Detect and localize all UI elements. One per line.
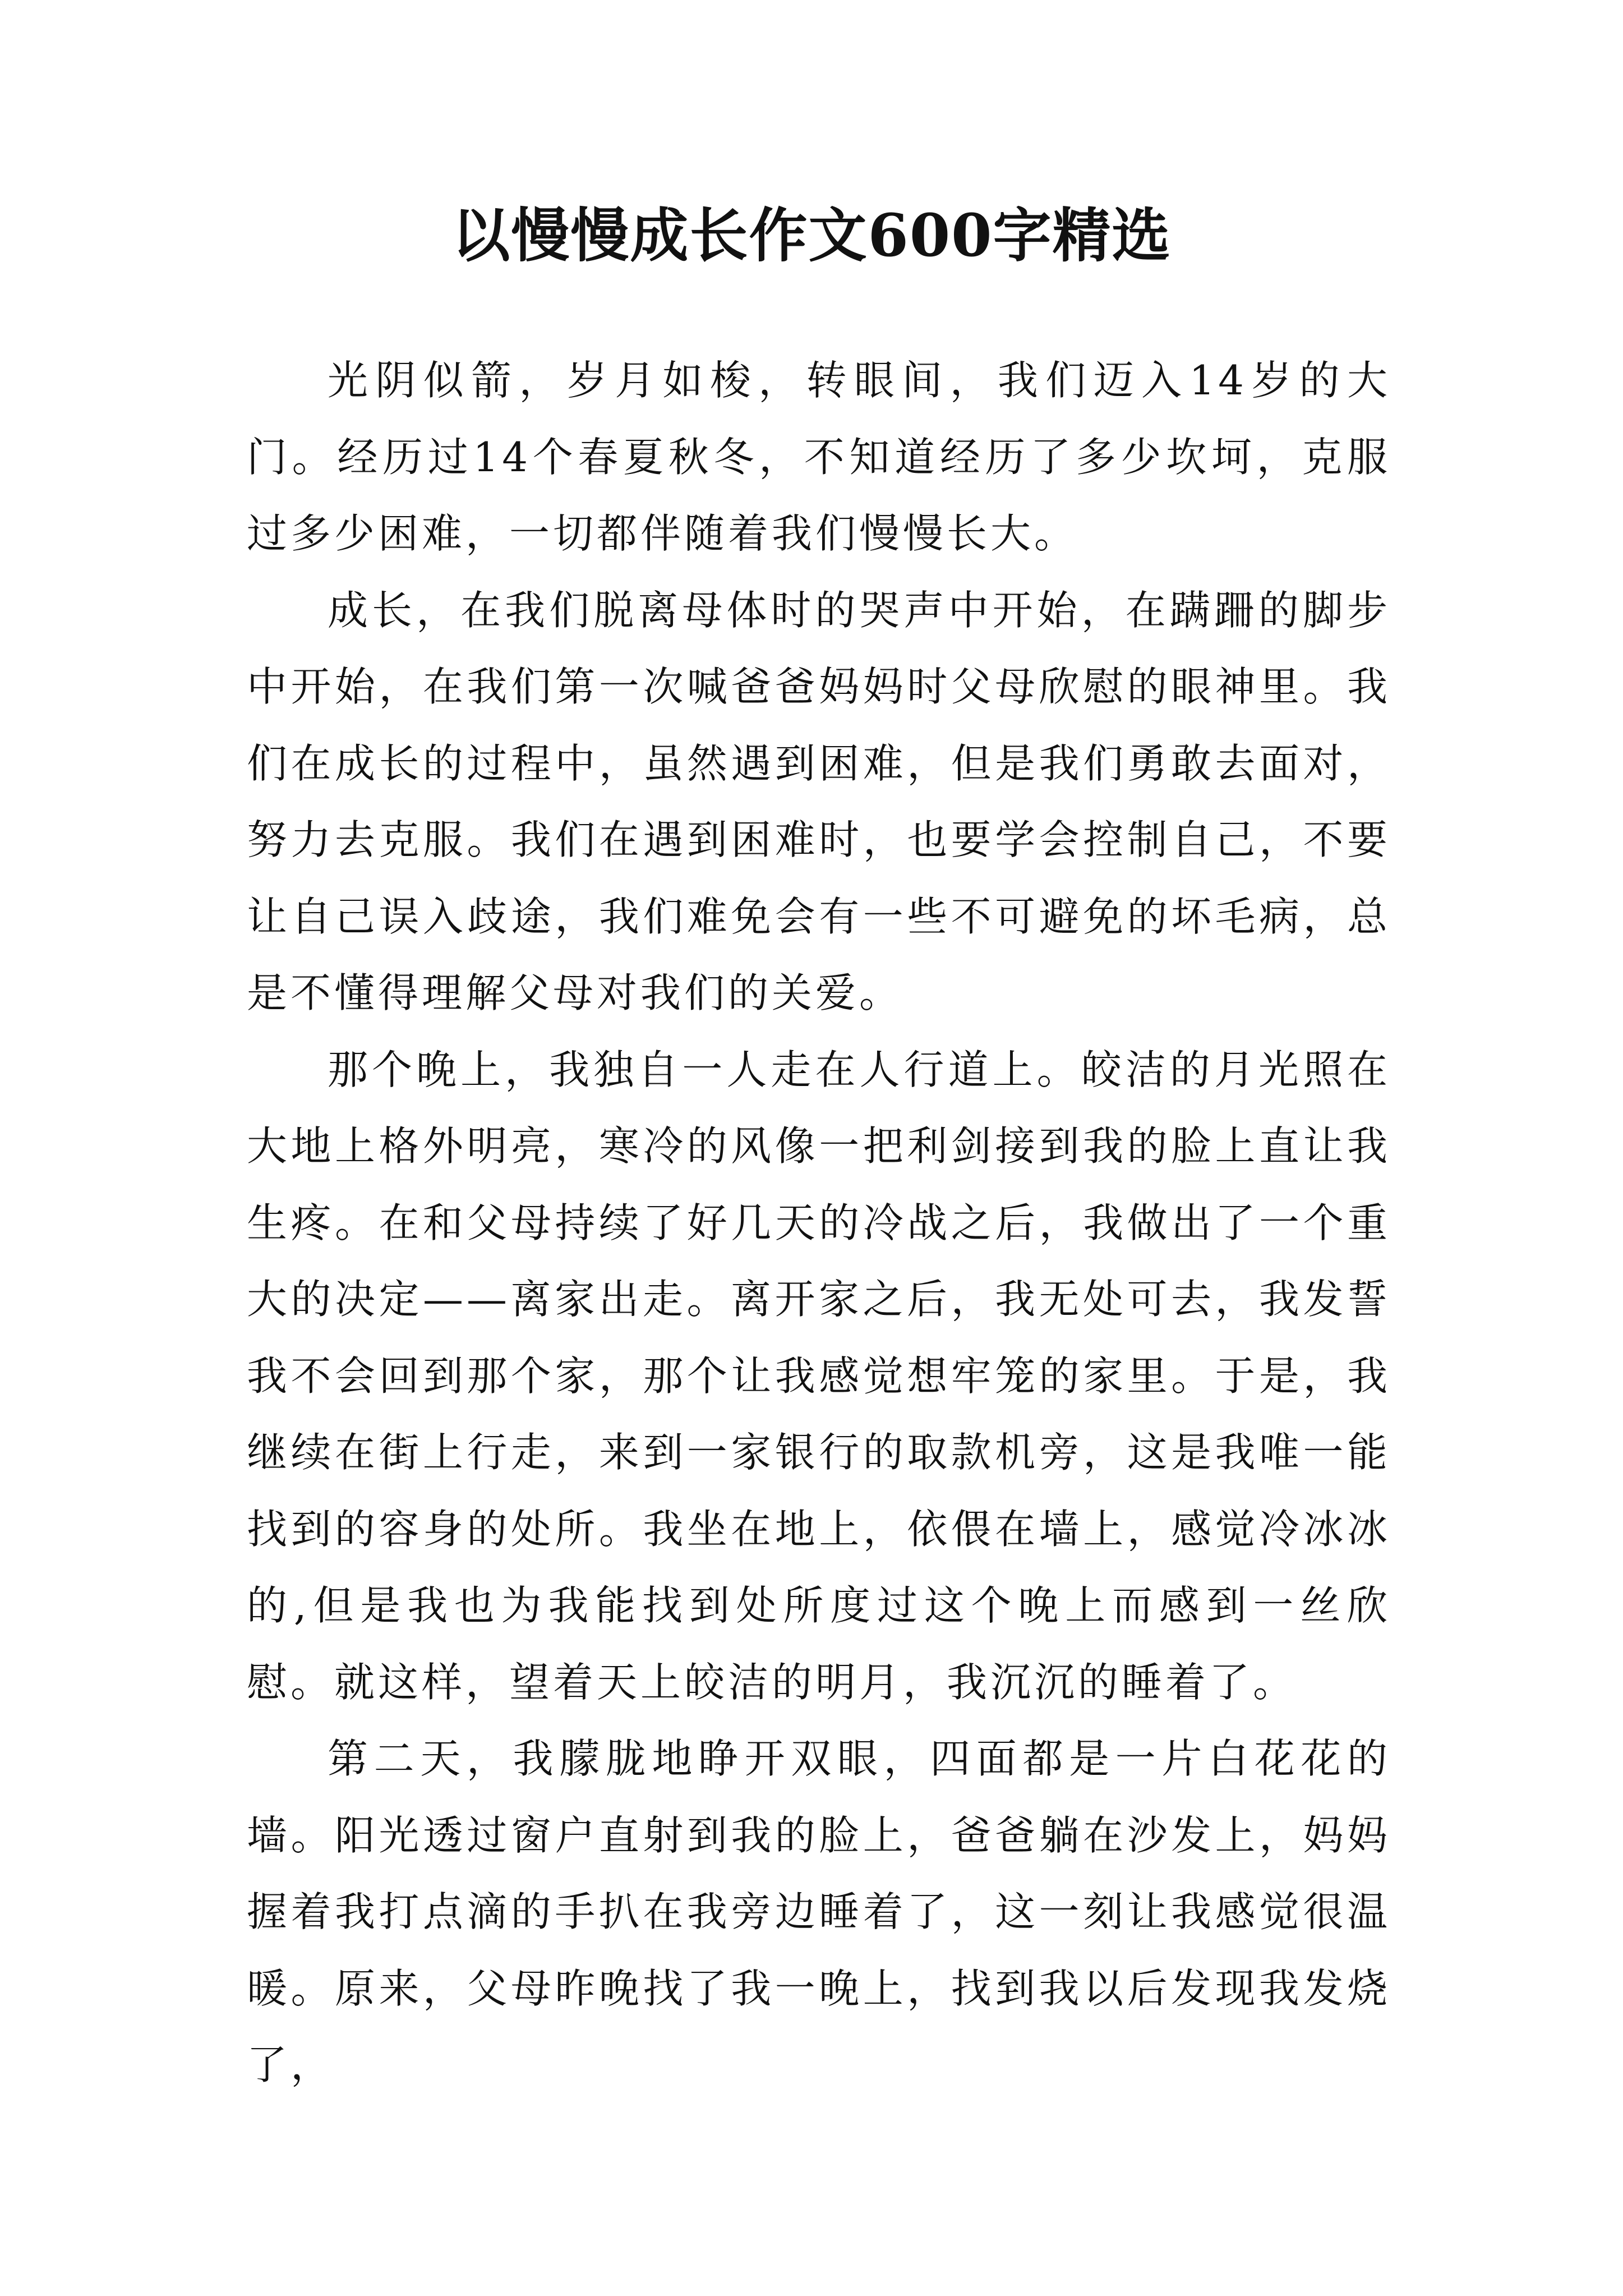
paragraph: 光阴似箭，岁月如梭，转眼间，我们迈入14岁的大门。经历过14个春夏秋冬，不知道经历了多少坎坷，克服过多少困难，一切都伴随着我们慢慢长大。 bbox=[247, 357, 1391, 557]
paragraph: 第二天，我朦胧地睁开双眼，四面都是一片白花花的墙。阳光透过窗户直射到我的脸上，爸爸躺在沙发上，妈妈握着我打点滴的手扒在我旁边睡着了，这一刻让我感觉很温暖。原来，父母昨晚找了我一晚上，找到我以后发现我发烧了， bbox=[247, 1735, 1391, 2088]
paragraph: 成长，在我们脱离母体时的哭声中开始，在蹒跚的脚步中开始，在我们第一次喊爸爸妈妈时父母欣慰的眼神里。我们在成长的过程中，虽然遇到困难，但是我们勇敢去面对，努力去克服。我们在遇到困难时，也要学会控制自己，不要让自己误入歧途，我们难免会有一些不可避免的坏毛病，总是不懂得理解父母对我们的关爱。 bbox=[247, 586, 1391, 1016]
document-body bbox=[247, 342, 1391, 2104]
paragraph: 那个晚上，我独自一人走在人行道上。皎洁的月光照在大地上格外明亮，寒冷的风像一把利剑接到我的脸上直让我生疼。在和父母持续了好几天的冷战之后，我做出了一个重大的决定——离家出走。离开家之后，我无处可去，我发誓我不会回到那个家，那个让我感觉想牢笼的家里。于是，我继续在街上行走，来到一家银行的取款机旁，这是我唯一能找到的容身的处所。我坐在地上，依偎在墙上，感觉冷冰冰的,但是我也为我能找到处所度过这个晚上而感到一丝欣慰。就这样，望着天上皎洁的明月，我沉沉的睡着了。 bbox=[247, 1046, 1391, 1706]
document-title: 以慢慢成长作文600字精选 bbox=[451, 201, 1172, 270]
